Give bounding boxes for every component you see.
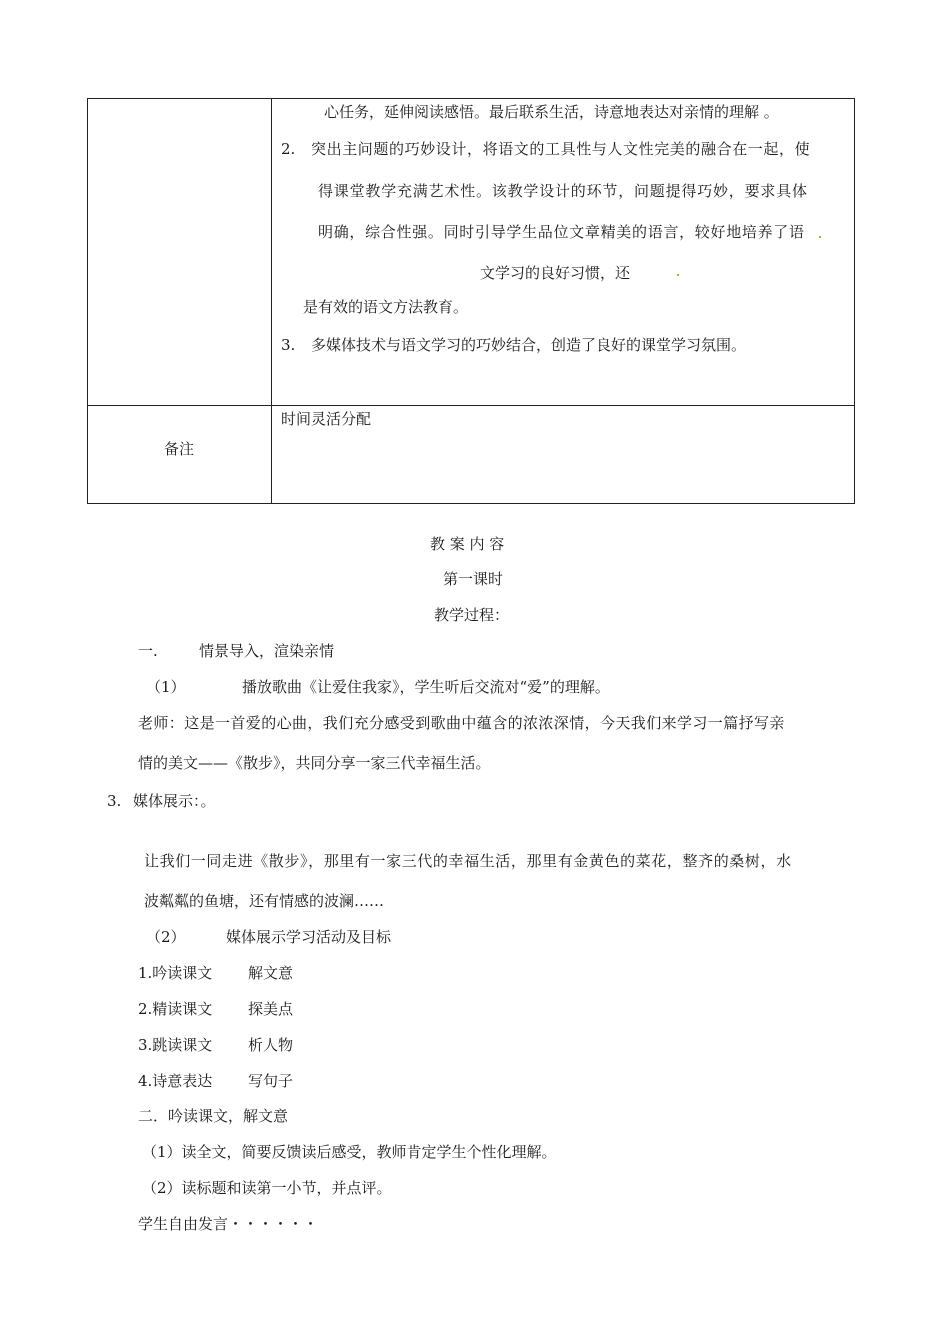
item-number: 2.	[281, 140, 296, 158]
activity-goal: 析人物	[248, 1036, 294, 1054]
paragraph-text: 老师：这是一首爱的心曲，我们充分感受到歌曲中蕴含的浓浓深情，今天我们来学习一篇抒写亲	[138, 714, 785, 732]
table-text-line: 是有效的语文方法教育。	[303, 298, 469, 316]
section-number: 一.	[138, 642, 158, 660]
activity-goal: 探美点	[248, 1000, 294, 1018]
activity-name: 4.诗意表达	[138, 1072, 213, 1090]
paragraph-number: （2）	[146, 928, 186, 946]
table-text-line: 得课堂教学充满艺术性。该教学设计的环节，问题提得巧妙，要求具体	[318, 182, 808, 200]
table-text-line: 心任务，延伸阅读感悟。最后联系生活，诗意地表达对亲情的理解 。	[324, 103, 779, 121]
table-text-line: 明确，综合性强。同时引导学生品位文章精美的语言，较好地培养了语	[318, 223, 805, 241]
paragraph-text: 让我们一同走进《散步》，那里有一家三代的幸福生活，那里有金黄色的菜花，整齐的桑树，水	[144, 852, 792, 870]
section-title: 情景导入，渲染亲情	[199, 642, 335, 660]
paragraph-text: 媒体展示：。	[133, 792, 216, 810]
stray-mark	[677, 274, 679, 276]
paragraph-text: （1）读全文，简要反馈读后感受，教师肯定学生个性化理解。	[142, 1143, 557, 1161]
item-number: 3.	[107, 792, 122, 810]
table-text-line: 文学习的良好习惯，还	[480, 264, 631, 282]
stray-mark	[819, 236, 821, 238]
paragraph-text: 波粼粼的鱼塘，还有情感的波澜……	[144, 892, 385, 910]
table-value-remarks: 时间灵活分配	[281, 410, 372, 428]
table-row-divider	[87, 405, 855, 406]
process-title: 教学过程：	[434, 606, 510, 624]
activity-goal: 解文意	[248, 964, 294, 982]
table-text-line: 多媒体技术与语文学习的巧妙结合，创造了良好的课堂学习氛围。	[311, 336, 747, 354]
table-column-divider	[271, 98, 272, 504]
table-label-remarks: 备注	[164, 440, 195, 458]
item-number: 3.	[281, 336, 296, 354]
activity-goal: 写句子	[248, 1072, 294, 1090]
activity-name: 3.跳读课文	[138, 1036, 213, 1054]
paragraph-number: （1）	[146, 678, 186, 696]
activity-name: 1.吟读课文	[138, 964, 213, 982]
paragraph-text: 情的美文——《散步》，共同分享一家三代幸福生活。	[138, 754, 491, 772]
paragraph-text: 播放歌曲《让爱住我家》，学生听后交流对“爱”的理解。	[242, 678, 610, 696]
paragraph-text: （2）读标题和读第一小节，并点评。	[142, 1179, 392, 1197]
section-title: 二．吟读课文，解文意	[138, 1107, 289, 1125]
paragraph-text: 媒体展示学习活动及目标	[226, 928, 392, 946]
table-text-line: 突出主问题的巧妙设计，将语文的工具性与人文性完美的融合在一起，使	[311, 140, 811, 158]
paragraph-text: 学生自由发言・・・・・・	[138, 1215, 319, 1233]
lesson-title: 第一课时	[443, 570, 504, 588]
section-heading: 教 案 内 容	[430, 535, 505, 553]
summary-table	[87, 98, 855, 504]
activity-name: 2.精读课文	[138, 1000, 213, 1018]
